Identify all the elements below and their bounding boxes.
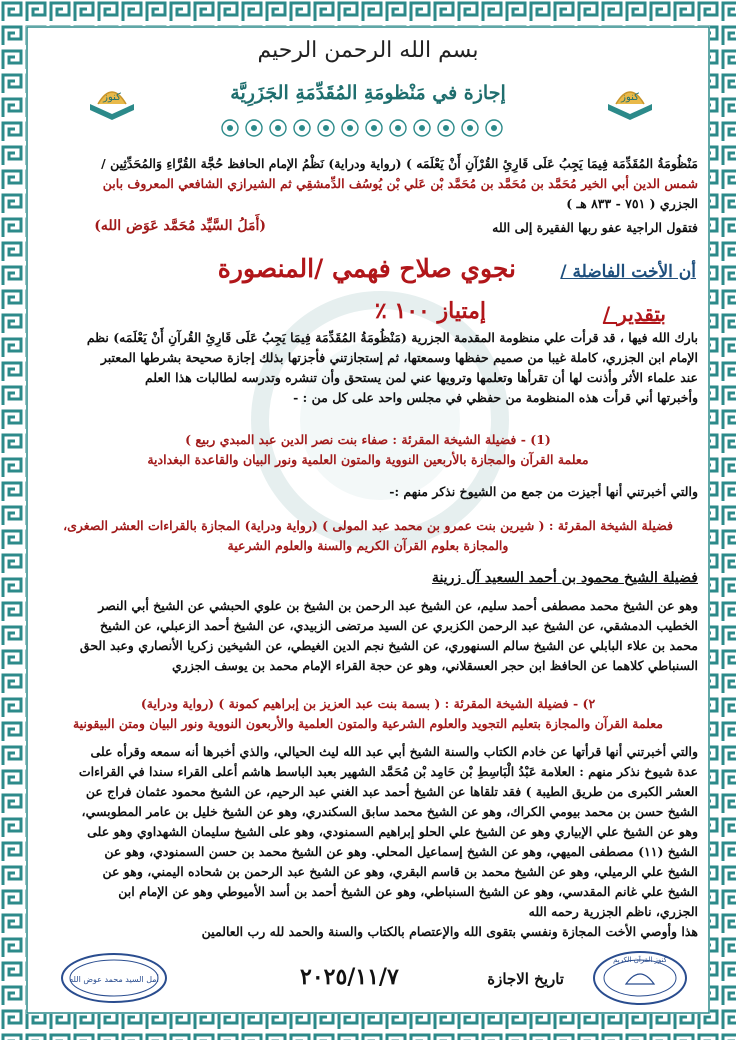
chain2-line: والتي أخبرتني أنها قرأتها عن خادم الكتاب والسنة الشيخ أبي عبد الله ليث الحيالي، والذي أخبرها أنه سمعه وقرأه على xyxy=(90,744,698,759)
svg-text:كنوز: كنوز xyxy=(103,92,121,103)
intro-line: الجزري ( ٧٥١ - ٨٣٣ هـ ) xyxy=(566,196,698,211)
sheikha-b-desc: والمجازة بعلوم القرآن الكريم والسنة والعلوم الشرعية xyxy=(227,538,509,553)
body-line: وأخبرتها أني قرأت هذه المنظومة من حفظي في مجلس واحد على كل من : - xyxy=(293,390,698,405)
svg-text:أمل السيد محمد عوض الله: أمل السيد محمد عوض الله xyxy=(69,975,159,984)
chain2-line: العشر الكبرى من طريق الطيبة ) فقد تلقاها عن الشيخ أحمد عبد الغني عبد الرحيم، عن الشيخ محمود عثمان فراج عن xyxy=(85,784,698,799)
sheikha-1: (1) - فضيلة الشيخة المقرئة : صفاء بنت نصر الدين عبد المبدي ربيع ) xyxy=(185,432,551,447)
intro-line: شمس الدين أبي الخير مُحَمَّد بن مُحَمَّد بن مُحَمَّد بْن عَلي بْن يُوسُف الدِّمشقِي ثم الشيرازي الشافعي المعروف بابن xyxy=(102,176,698,191)
sheikh-header: فضيلة الشيخ محمود بن أحمد السعيد آل زرينة xyxy=(431,570,698,586)
chain2-line: الشيخ حسن بن محمد بيومي الكراك، وهو عن الشيخ محمد سابق السكندري، وهو عن الشيخ خليل بن عامر المطوبسي، xyxy=(81,804,698,819)
chain2-line: الشيخ علي الرميلي، وهو عن الشيخ محمد بن قاسم البقري، وهو عن الشيخ عبد الرحمن بن شحاده اليمني، وهو عن xyxy=(102,864,698,879)
chain2-line: وهو عن الشيخ علي الإبياري وهو عن الشيخ علي الحلو إبراهيم السمنودي، وهو على الشيخ سليمان الشهداوي وهو على xyxy=(87,824,698,839)
teacher-name: (أَمَلُ السَّيِّد مُحَمَّد عَوَض الله) xyxy=(94,218,266,234)
bismillah: بسم الله الرحمن الرحيم xyxy=(257,38,479,63)
told-line: والتي أخبرتني أنها أجيزت من جمع من الشيوخ نذكر منهم :- xyxy=(389,484,698,499)
content-area xyxy=(30,30,706,1010)
teacher-line-prefix: فتقول الراجية عفو ربها الفقيرة إلى الله xyxy=(492,220,698,235)
chain2-line: الشيخ (١١) مصطفى الميهي، وهو عن الشيخ إسماعيل المحلي. وهو عن الشيخ محمد بن حسن السمنودي، وهو عن xyxy=(104,844,698,859)
date-label: تاريخ الاجازة xyxy=(487,970,564,988)
svg-text:كنوز: كنوز xyxy=(621,92,639,103)
sheikha-2: ٢) - فضيلة الشيخة المقرئة : ( بسمة بنت عبد العزيز بن إبراهيم كمونة ) (رواية ودراية) xyxy=(140,696,596,711)
student-name: نجوي صلاح فهمي /المنصورة xyxy=(217,254,516,283)
chain2-line: الشيخ علي غانم المقدسي، وهو عن الشيخ السنباطي، وهو عن الشيخ أحمد بن أسد الأميوطي وهو عن الإمام ابن xyxy=(118,884,698,899)
sheikha-b: فضيلة الشيخة المقرئة : ( شيرين بنت عمرو بن محمد عبد المولى ) (رواية ودراية) المجازة بالقراءات العشر الصغرى، xyxy=(63,518,673,533)
closing-line: هذا وأوصي الأخت المجازة ونفسي بتقوى الله والإعتصام بالكتاب والسنة والحمد لله رب العالمين xyxy=(201,924,698,939)
student-prefix: أن الأخت الفاضلة / xyxy=(560,262,696,282)
grade-value: إمتياز ١٠٠ ٪ xyxy=(374,298,486,324)
page-title: إجازة في مَنْظومَةِ المُقَدِّمَةِ الجَزَرِيَّة xyxy=(230,82,506,104)
institution-seal xyxy=(590,948,690,1012)
svg-text:كنوز القرآن الكريم: كنوز القرآن الكريم xyxy=(613,956,667,964)
body-line: بارك الله فيها ، قد قرأت علي منظومة المقدمة الجزرية (مَنْظُومَةُ المُقَدِّمَة فِيمَا يَجِبُ عَلَى قَارِئِ القُرآنِ أَنْ يَعْلَمَه) نظم xyxy=(86,330,698,345)
intro-line: مَنْظُومَةُ المُقَدِّمَة فِيمَا يَجِبُ عَلَى قَارِئِ القُرْآنِ أَنْ يَعْلَمَه ) (رواية ودراية) نَظْمُ الإمام الحافظ حُجَّة القُرَّاءِ وَالمُحَدِّثِين / xyxy=(101,156,698,171)
signature-seal xyxy=(58,950,170,1010)
date-value: ٢٠٢٥/١١/٧ xyxy=(300,964,399,990)
body-line: الإمام ابن الجزري، كاملة غيبا من صميم حفظها وسمعتها، ثم إستجازتني فأجزتها بذلك إجازة صحيحة بشرطها المعتبر xyxy=(100,350,698,365)
sheikha-1-desc: معلمة القرآن والمجازة بالأربعين النووية والمتون العلمية ونور البيان والقاعدة البغدادية xyxy=(147,452,589,467)
sheikha-2-desc: معلمة القرآن والمجازة بتعليم التجويد والعلوم الشرعية والمتون العلمية والأربعون النووية ونور البيان ومتن البيقونية xyxy=(72,716,663,731)
chain-line: السنباطي كلاهما عن الحافظ ابن حجر العسقلاني، وهو عن حجة القراء الإمام محمد بن يوسف الجزري xyxy=(172,658,698,673)
grade-label: بتقدير / xyxy=(602,302,666,326)
ornament-band xyxy=(218,116,518,140)
chain-line: محمد بن علاء البابلي عن الشيخ سالم السنهوري، عن الشيخ نجم الدين الغيطي، عن الشيخين زكريا الأنصاري وعبد الحق xyxy=(79,638,698,653)
chain-line: الخطيب الدمشقي، عن الشيخ عبد الرحمن الكزبري عن السيد مرتضى الزبيدي، عن الشيخ أحمد الزعبلي، عن الشيخ xyxy=(99,618,698,633)
kunuz-logo-right xyxy=(602,70,658,126)
chain2-line: عدة شيوخ نذكر منهم : العلامة عَبْدُ الْبَاسِطِ بْن حَامِد بْن مُحَمَّد الشهير بعبد الباسط هاشم أعلى القراء سندا في القراءات xyxy=(78,764,698,779)
body-line: عند علماء الأثر وأذنت لها أن تقرأها وتعلمها وترويها عني لمن يستحق وأن تنشره وتدرسه لطالبات هذا العلم xyxy=(144,370,698,385)
kunuz-logo-left xyxy=(84,70,140,126)
chain-line: وهو عن الشيخ محمد مصطفى أحمد سليم، عن الشيخ عبد الرحمن بن الشيخ بن علوي الحبشي عن الشيخ أبي النصر xyxy=(98,598,698,613)
chain2-line: الجزري، ناظم الجزرية رحمه الله xyxy=(528,904,698,919)
